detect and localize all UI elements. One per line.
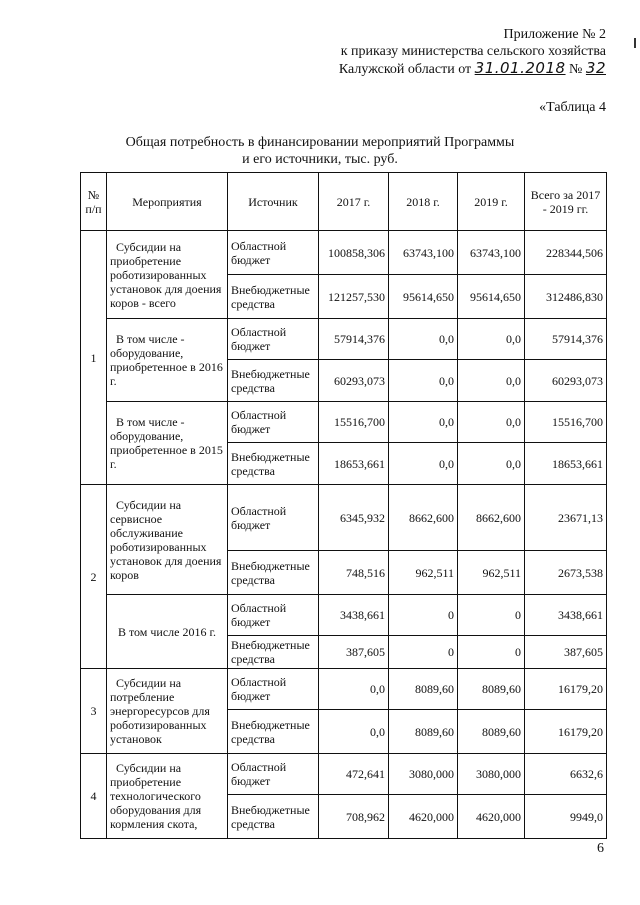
value-cell-y2017: 387,605: [319, 636, 389, 669]
value-cell-y2017: 121257,530: [319, 275, 389, 319]
title-line-1: Общая потребность в финансировании мероприятий Программы: [125, 135, 515, 150]
financing-table: [80, 172, 607, 839]
value-cell-total: 60293,073: [525, 360, 607, 402]
activity-cell: В том числе - оборудование, приобретенное в 2016 г.: [107, 319, 228, 402]
value-cell-total: 16179,20: [525, 710, 607, 754]
value-cell-y2018: 962,511: [389, 551, 458, 595]
value-cell-y2019: 4620,000: [458, 795, 525, 839]
value-cell-y2019: 0: [458, 595, 525, 636]
activity-cell: В том числе 2016 г.: [107, 595, 228, 669]
activity-cell: Субсидии на приобретение роботизированных установок для доения коров - всего: [107, 231, 228, 319]
value-cell-y2017: 748,516: [319, 551, 389, 595]
value-cell-total: 228344,506: [525, 231, 607, 275]
source-cell: Внебюджетные средства: [228, 443, 319, 485]
source-cell: Областной бюджет: [228, 669, 319, 710]
value-cell-y2018: 0,0: [389, 402, 458, 443]
header-total: Всего за 2017 - 2019 гг.: [525, 173, 607, 231]
table-row: [81, 669, 607, 710]
header-2019: 2019 г.: [458, 173, 525, 231]
value-cell-y2017: 57914,376: [319, 319, 389, 360]
value-cell-y2017: 18653,661: [319, 443, 389, 485]
source-cell: Областной бюджет: [228, 754, 319, 795]
value-cell-total: 15516,700: [525, 402, 607, 443]
source-cell: Областной бюджет: [228, 319, 319, 360]
source-cell: Внебюджетные средства: [228, 360, 319, 402]
value-cell-y2017: 472,641: [319, 754, 389, 795]
value-cell-y2019: 95614,650: [458, 275, 525, 319]
source-cell: Внебюджетные средства: [228, 795, 319, 839]
value-cell-y2017: 100858,306: [319, 231, 389, 275]
source-cell: Областной бюджет: [228, 231, 319, 275]
value-cell-y2018: 0,0: [389, 360, 458, 402]
order-date-line: [339, 60, 606, 78]
value-cell-y2017: 0,0: [319, 669, 389, 710]
value-cell-y2019: 0,0: [458, 443, 525, 485]
value-cell-total: 6632,6: [525, 754, 607, 795]
value-cell-y2018: 0: [389, 636, 458, 669]
activity-cell: Субсидии на приобретение технологического оборудования для кормления скота,: [107, 754, 228, 839]
header-2017: 2017 г.: [319, 173, 389, 231]
value-cell-y2019: 8662,600: [458, 485, 525, 551]
header-num: № п/п: [81, 173, 107, 231]
value-cell-total: 387,605: [525, 636, 607, 669]
value-cell-y2018: 0,0: [389, 443, 458, 485]
activity-cell: Субсидии на потребление энергоресурсов для роботизированных установок: [107, 669, 228, 754]
order-number-label: №: [569, 62, 583, 77]
value-cell-y2018: 3080,000: [389, 754, 458, 795]
activity-cell: Субсидии на сервисное обслуживание роботизированных установок для доения коров: [107, 485, 228, 595]
value-cell-total: 18653,661: [525, 443, 607, 485]
table-row: [81, 402, 607, 443]
value-cell-y2017: 0,0: [319, 710, 389, 754]
value-cell-total: 2673,538: [525, 551, 607, 595]
value-cell-y2017: 6345,932: [319, 485, 389, 551]
row-number: 4: [81, 754, 107, 839]
handwritten-order-number: 32: [585, 59, 606, 77]
value-cell-y2019: 0: [458, 636, 525, 669]
value-cell-y2018: 4620,000: [389, 795, 458, 839]
title-line-2: и его источники, тыс. руб.: [242, 152, 398, 167]
value-cell-y2019: 962,511: [458, 551, 525, 595]
value-cell-y2018: 8089,60: [389, 669, 458, 710]
value-cell-y2018: 0,0: [389, 319, 458, 360]
table-row: [81, 319, 607, 360]
value-cell-y2018: 8089,60: [389, 710, 458, 754]
source-cell: Областной бюджет: [228, 402, 319, 443]
source-cell: Областной бюджет: [228, 595, 319, 636]
source-cell: Внебюджетные средства: [228, 275, 319, 319]
order-region-prefix: Калужской области от: [338, 62, 472, 77]
value-cell-y2018: 63743,100: [389, 231, 458, 275]
table-row: [81, 485, 607, 551]
table-body: [81, 231, 607, 839]
value-cell-y2017: 3438,661: [319, 595, 389, 636]
value-cell-y2019: 8089,60: [458, 710, 525, 754]
value-cell-total: 9949,0: [525, 795, 607, 839]
value-cell-y2018: 0: [389, 595, 458, 636]
handwritten-date: 31.01.2018: [474, 59, 566, 77]
page-edge-mark: [634, 38, 636, 48]
source-cell: Внебюджетные средства: [228, 551, 319, 595]
value-cell-y2019: 0,0: [458, 319, 525, 360]
value-cell-y2019: 0,0: [458, 360, 525, 402]
value-cell-y2019: 8089,60: [458, 669, 525, 710]
order-reference: к приказу министерства сельского хозяйства: [340, 44, 606, 59]
value-cell-y2018: 8662,600: [389, 485, 458, 551]
table-header-row: [81, 173, 607, 231]
value-cell-y2017: 15516,700: [319, 402, 389, 443]
source-cell: Внебюджетные средства: [228, 636, 319, 669]
activity-cell: В том числе - оборудование, приобретенное в 2015 г.: [107, 402, 228, 485]
table-label: «Таблица 4: [539, 100, 606, 115]
value-cell-total: 3438,661: [525, 595, 607, 636]
row-number: 3: [81, 669, 107, 754]
value-cell-total: 312486,830: [525, 275, 607, 319]
row-number: 2: [81, 485, 107, 669]
row-number: 1: [81, 231, 107, 485]
value-cell-total: 23671,13: [525, 485, 607, 551]
table-row: [81, 754, 607, 795]
value-cell-total: 16179,20: [525, 669, 607, 710]
value-cell-y2017: 708,962: [319, 795, 389, 839]
table-row: [81, 595, 607, 636]
value-cell-y2019: 0,0: [458, 402, 525, 443]
document-header: [339, 26, 606, 78]
document-title: [0, 134, 640, 168]
value-cell-y2019: 3080,000: [458, 754, 525, 795]
table-row: [81, 231, 607, 275]
value-cell-y2017: 60293,073: [319, 360, 389, 402]
header-source: Источник: [228, 173, 319, 231]
header-2018: 2018 г.: [389, 173, 458, 231]
header-activity: Мероприятия: [107, 173, 228, 231]
value-cell-y2019: 63743,100: [458, 231, 525, 275]
source-cell: Областной бюджет: [228, 485, 319, 551]
page-number: 6: [597, 841, 604, 856]
value-cell-total: 57914,376: [525, 319, 607, 360]
appendix-label: Приложение № 2: [503, 27, 606, 42]
value-cell-y2018: 95614,650: [389, 275, 458, 319]
source-cell: Внебюджетные средства: [228, 710, 319, 754]
